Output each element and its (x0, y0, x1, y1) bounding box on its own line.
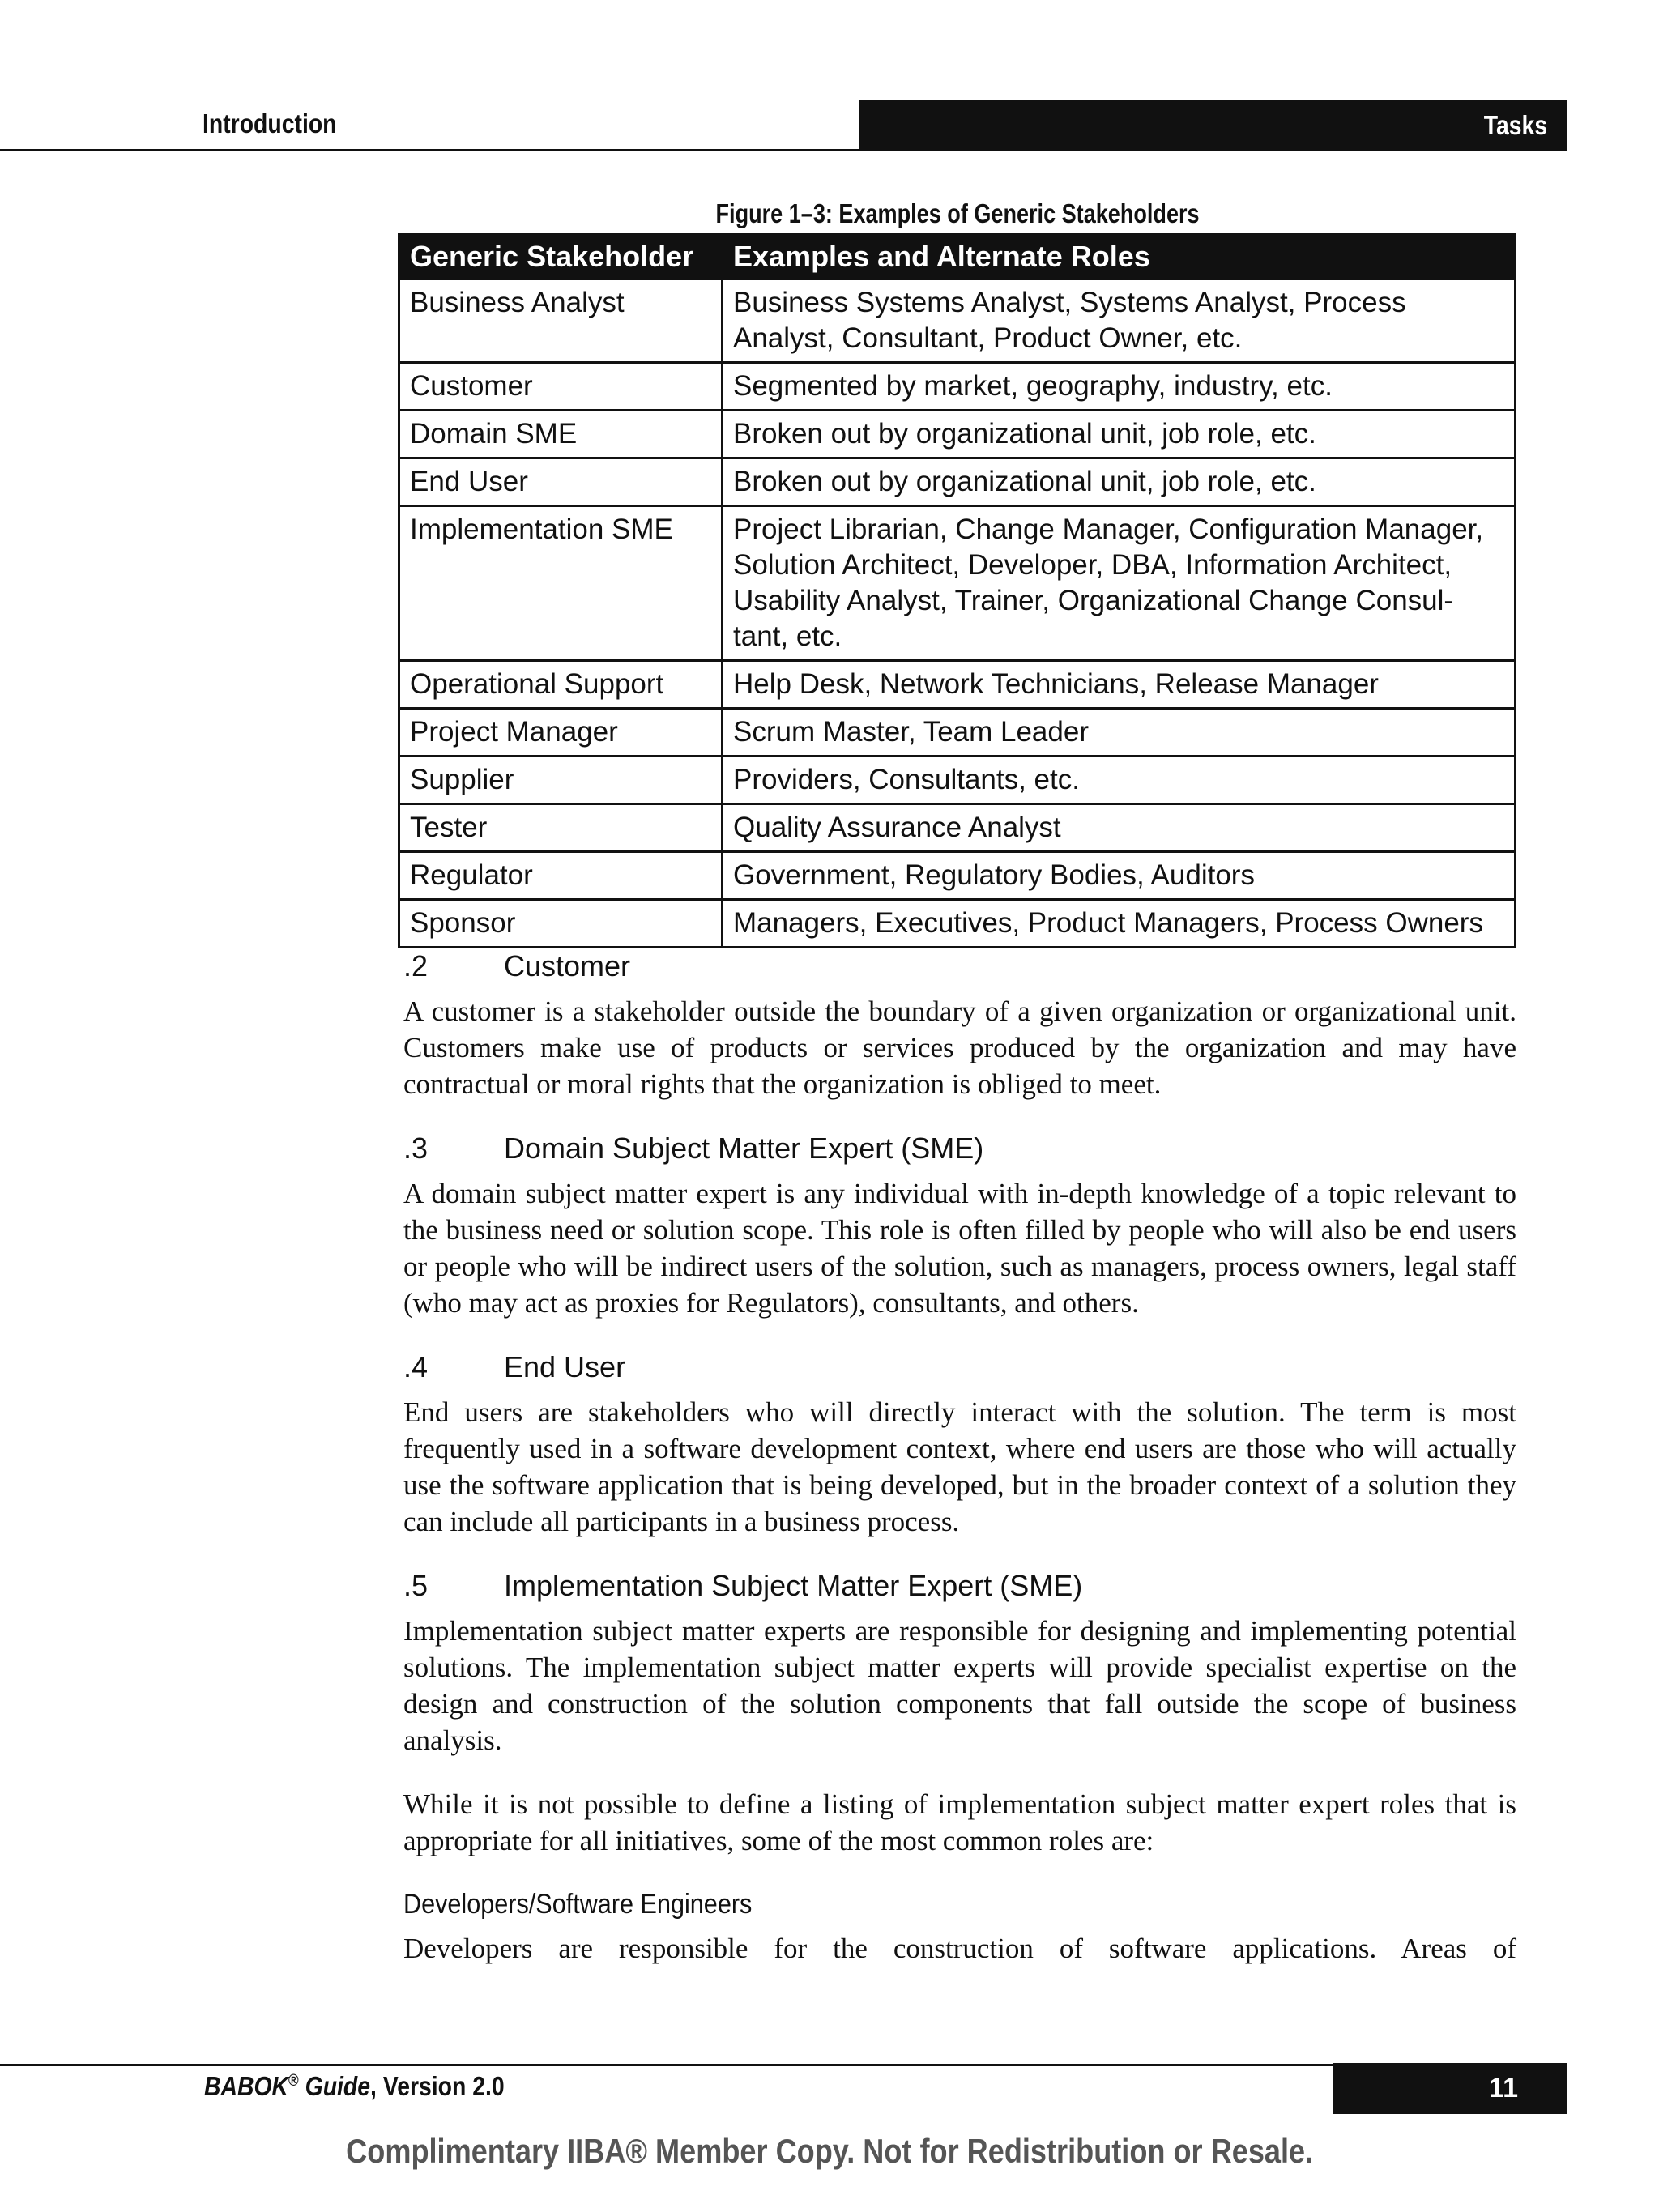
stakeholder-cell: Tester (399, 804, 723, 852)
table-row (399, 661, 1516, 709)
stakeholder-cell: Customer (399, 363, 723, 411)
header-rule (0, 149, 859, 151)
stakeholder-table (398, 233, 1516, 948)
roles-cell: Segmented by market, geography, industry, etc. (723, 363, 1516, 411)
section-paragraph: While it is not possible to define a listing of implementation subject matter expert roles that is appropriate for all initiatives, some of the most common roles are: (403, 1788, 1516, 1856)
roles-cell: Broken out by organizational unit, job role, etc. (723, 411, 1516, 458)
running-header-chapter: Tasks (1483, 110, 1547, 140)
section-title: End User (504, 1350, 626, 1383)
table-row (399, 900, 1516, 948)
table-row (399, 411, 1516, 458)
stakeholder-cell: Implementation SME (399, 506, 723, 661)
stakeholder-cell: Supplier (399, 757, 723, 804)
roles-cell: Broken out by organizational unit, job role, etc. (723, 458, 1516, 506)
column-header: Examples and Alternate Roles (723, 235, 1516, 279)
table-row (399, 458, 1516, 506)
section-paragraph: End users are stakeholders who will directly interact with the solution. The term is most frequently used in a software development context, where end users are those who will actually use the software application that is being developed, but in the broader context of a solution they can include all participants in a business process. (403, 1396, 1516, 1537)
subsection-heading: Developers/Software Engineers (403, 1889, 753, 1920)
stakeholder-cell: Business Analyst (399, 279, 723, 363)
footer-rule (0, 2064, 1333, 2066)
table-row (399, 709, 1516, 757)
section-heading-end-user (403, 1349, 1516, 1386)
body-content (403, 948, 1516, 1967)
section-heading-customer (403, 948, 1516, 985)
section-heading-implementation-sme (403, 1567, 1516, 1605)
running-header-bar (859, 100, 1567, 151)
section-title: Customer (504, 949, 631, 982)
table-row (399, 279, 1516, 363)
table-header-row (399, 235, 1516, 279)
stakeholder-cell: Project Manager (399, 709, 723, 757)
table-row (399, 506, 1516, 661)
section-paragraph: A domain subject matter expert is any individual with in-depth knowledge of a topic relevant to the business need or solution scope. This role is often filled by people who will also be end users or people who will be indirect users of the solution, such as managers, process owners, legal staff (who may act as proxies for Regulators), consultants, and others. (403, 1178, 1516, 1319)
table-row (399, 363, 1516, 411)
running-header-section: Introduction (203, 109, 337, 139)
stakeholder-cell: Operational Support (399, 661, 723, 709)
figure-caption: Figure 1–3: Examples of Generic Stakeholders (715, 198, 1200, 228)
section-paragraph: Implementation subject matter experts are responsible for designing and implementing potential solutions. The implementation subject matter experts will provide specialist expertise on the design and construction of the solution components that fall outside the scope of business analysis. (403, 1615, 1516, 1756)
roles-cell: Managers, Executives, Product Managers, Process Owners (723, 900, 1516, 948)
footer-page-bar (1333, 2063, 1567, 2114)
roles-cell: Quality Assurance Analyst (723, 804, 1516, 852)
stakeholder-cell: End User (399, 458, 723, 506)
table-row (399, 804, 1516, 852)
section-paragraph: A customer is a stakeholder outside the boundary of a given organization or organizational unit. Customers make use of products or services produced by the organization and may have contractual or moral rights that the organization is obliged to meet. (403, 995, 1516, 1100)
column-header: Generic Stakeholder (399, 235, 723, 279)
copy-notice: Complimentary IIBA® Member Copy. Not for Redistribution or Resale. (346, 2132, 1313, 2170)
table-row (399, 757, 1516, 804)
section-number: .2 (403, 949, 429, 982)
section-heading-domain-sme (403, 1130, 1516, 1167)
stakeholder-cell: Regulator (399, 852, 723, 900)
roles-cell: Project Librarian, Change Manager, Configuration Manager, Solution Architect, Developer, DBA, Information Architect, Usability Analyst, Trainer, Organizational Change Consul-tant, etc. (723, 506, 1516, 661)
roles-cell: Government, Regulatory Bodies, Auditors (723, 852, 1516, 900)
section-number: .5 (403, 1569, 429, 1602)
roles-cell: Scrum Master, Team Leader (723, 709, 1516, 757)
section-paragraph: Developers are responsible for the construction of software applications. Areas of (403, 1933, 1516, 1964)
roles-cell: Help Desk, Network Technicians, Release Manager (723, 661, 1516, 709)
footer-book-title: BABOK® Guide, Version 2.0 (204, 2071, 505, 2101)
section-number: .4 (403, 1350, 429, 1383)
table-row (399, 852, 1516, 900)
stakeholder-cell: Domain SME (399, 411, 723, 458)
section-number: .3 (403, 1132, 429, 1165)
roles-cell: Business Systems Analyst, Systems Analyst, Process Analyst, Consultant, Product Owner, etc. (723, 279, 1516, 363)
section-title: Implementation Subject Matter Expert (SME) (504, 1569, 1083, 1602)
roles-cell: Providers, Consultants, etc. (723, 757, 1516, 804)
stakeholder-cell: Sponsor (399, 900, 723, 948)
section-title: Domain Subject Matter Expert (SME) (504, 1132, 984, 1165)
page-number: 11 (1489, 2073, 1518, 2103)
